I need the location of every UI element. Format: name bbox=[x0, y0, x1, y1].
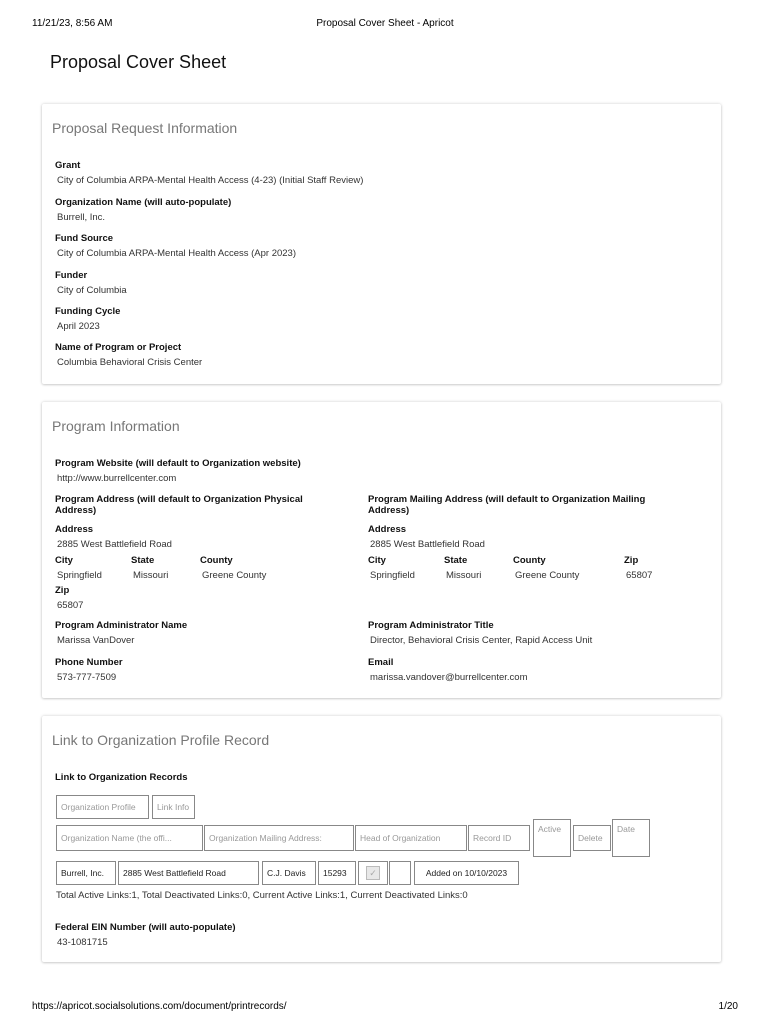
column-organization-name: Organization Name (the offi... bbox=[56, 825, 203, 851]
page-title: Proposal Cover Sheet bbox=[50, 52, 227, 72]
column-head-of-organization: Head of Organization bbox=[355, 825, 467, 851]
funder-field bbox=[55, 270, 127, 296]
ein-value: 43-1081715 bbox=[57, 937, 108, 948]
physical-address-label: Program Address (will default to Organization Physical Address) bbox=[55, 494, 303, 516]
website-field bbox=[55, 458, 301, 484]
mail-zip-field bbox=[624, 555, 652, 581]
city-label: City bbox=[55, 555, 73, 566]
links-summary: Total Active Links:1, Total Deactivated Links:0, Current Active Links:1, Current Deactivated Links:0 bbox=[56, 890, 468, 901]
state-label: State bbox=[131, 555, 155, 566]
print-title: Proposal Cover Sheet - Apricot bbox=[316, 18, 454, 29]
cell-head: C.J. Davis bbox=[262, 861, 316, 885]
city-label: City bbox=[368, 555, 386, 566]
funder-value: City of Columbia bbox=[57, 285, 127, 296]
page-number: 1/20 bbox=[718, 1001, 738, 1012]
admin-name-field bbox=[55, 620, 187, 646]
proposal-request-section bbox=[42, 104, 721, 384]
org-name-value: Burrell, Inc. bbox=[57, 212, 106, 223]
address-value: 2885 West Battlefield Road bbox=[370, 539, 485, 550]
address-value: 2885 West Battlefield Road bbox=[57, 539, 172, 550]
program-name-value: Columbia Behavioral Crisis Center bbox=[57, 357, 203, 368]
print-url: https://apricot.socialsolutions.com/document/printrecords/ bbox=[32, 1001, 287, 1012]
tab-link-info[interactable]: Link Info bbox=[152, 795, 195, 819]
fund-source-field bbox=[55, 233, 296, 259]
cell-active bbox=[358, 861, 388, 885]
email-label: Email bbox=[368, 657, 394, 668]
state-label: State bbox=[444, 555, 468, 566]
funding-cycle-label: Funding Cycle bbox=[55, 306, 121, 317]
admin-title-field bbox=[368, 620, 592, 646]
funder-label: Funder bbox=[55, 270, 88, 281]
zip-value: 65807 bbox=[626, 570, 653, 581]
column-mailing-address: Organization Mailing Address: bbox=[204, 825, 354, 851]
tab-organization-profile[interactable]: Organization Profile bbox=[56, 795, 149, 819]
section-heading: Link to Organization Profile Record bbox=[52, 732, 270, 748]
cell-organization: Burrell, Inc. bbox=[56, 861, 116, 885]
website-value: http://www.burrellcenter.com bbox=[57, 473, 177, 484]
phone-field bbox=[55, 657, 123, 683]
mail-state-field bbox=[444, 555, 481, 581]
funding-cycle-value: April 2023 bbox=[57, 321, 100, 332]
grant-value: City of Columbia ARPA-Mental Health Access (4-23) (Initial Staff Review) bbox=[57, 175, 364, 186]
ein-label: Federal EIN Number (will auto-populate) bbox=[55, 922, 236, 933]
ein-field bbox=[55, 922, 236, 948]
phys-state-field bbox=[131, 555, 168, 581]
fund-source-label: Fund Source bbox=[55, 233, 114, 244]
grant-label: Grant bbox=[55, 160, 81, 171]
admin-title-label: Program Administrator Title bbox=[368, 620, 494, 631]
county-label: County bbox=[513, 555, 546, 566]
zip-label: Zip bbox=[624, 555, 639, 566]
cell-delete[interactable] bbox=[389, 861, 411, 885]
org-name-label: Organization Name (will auto-populate) bbox=[55, 197, 232, 208]
address-label: Address bbox=[368, 524, 407, 535]
cell-record-id[interactable]: 15293 bbox=[318, 861, 356, 885]
mail-address-field bbox=[368, 524, 485, 550]
cell-date: Added on 10/10/2023 bbox=[414, 861, 519, 885]
phys-zip-field bbox=[55, 585, 83, 611]
column-active: Active bbox=[533, 819, 571, 857]
website-label: Program Website (will default to Organization website) bbox=[55, 458, 301, 469]
city-value: Springfield bbox=[57, 570, 102, 581]
section-heading: Proposal Request Information bbox=[52, 120, 238, 136]
zip-value: 65807 bbox=[57, 600, 84, 611]
county-value: Greene County bbox=[515, 570, 580, 581]
program-name-field bbox=[55, 342, 202, 368]
fund-source-value: City of Columbia ARPA-Mental Health Access (Apr 2023) bbox=[57, 248, 297, 259]
email-field bbox=[368, 657, 527, 683]
phone-value: 573-777-7509 bbox=[57, 672, 117, 683]
link-records-label: Link to Organization Records bbox=[55, 772, 188, 783]
admin-title-value: Director, Behavioral Crisis Center, Rapid Access Unit bbox=[370, 635, 593, 646]
link-organization-section bbox=[42, 716, 721, 962]
phone-label: Phone Number bbox=[55, 657, 123, 668]
state-value: Missouri bbox=[446, 570, 482, 581]
admin-name-value: Marissa VanDover bbox=[57, 635, 135, 646]
print-date: 11/21/23, 8:56 AM bbox=[32, 18, 113, 29]
mail-city-field bbox=[368, 555, 415, 581]
section-heading: Program Information bbox=[52, 418, 180, 434]
state-value: Missouri bbox=[133, 570, 169, 581]
city-value: Springfield bbox=[370, 570, 415, 581]
mail-county-field bbox=[513, 555, 579, 581]
active-checkbox[interactable]: ✓ bbox=[366, 866, 380, 880]
cell-address: 2885 West Battlefield Road bbox=[118, 861, 259, 885]
column-delete: Delete bbox=[573, 825, 611, 851]
program-name-label: Name of Program or Project bbox=[55, 342, 182, 353]
phys-county-field bbox=[200, 555, 266, 581]
county-label: County bbox=[200, 555, 233, 566]
mailing-address-label: Program Mailing Address (will default to Organization Mailing Address) bbox=[368, 494, 646, 516]
admin-name-label: Program Administrator Name bbox=[55, 620, 188, 631]
address-label: Address bbox=[55, 524, 94, 535]
email-value: marissa.vandover@burrellcenter.com bbox=[370, 672, 528, 683]
column-date: Date bbox=[612, 819, 650, 857]
column-record-id: Record ID bbox=[468, 825, 530, 851]
grant-field bbox=[55, 160, 363, 186]
program-information-section bbox=[42, 402, 721, 698]
funding-cycle-field bbox=[55, 306, 120, 332]
org-name-field bbox=[55, 197, 231, 223]
county-value: Greene County bbox=[202, 570, 267, 581]
phys-address-field bbox=[55, 524, 172, 550]
zip-label: Zip bbox=[55, 585, 70, 596]
phys-city-field bbox=[55, 555, 102, 581]
